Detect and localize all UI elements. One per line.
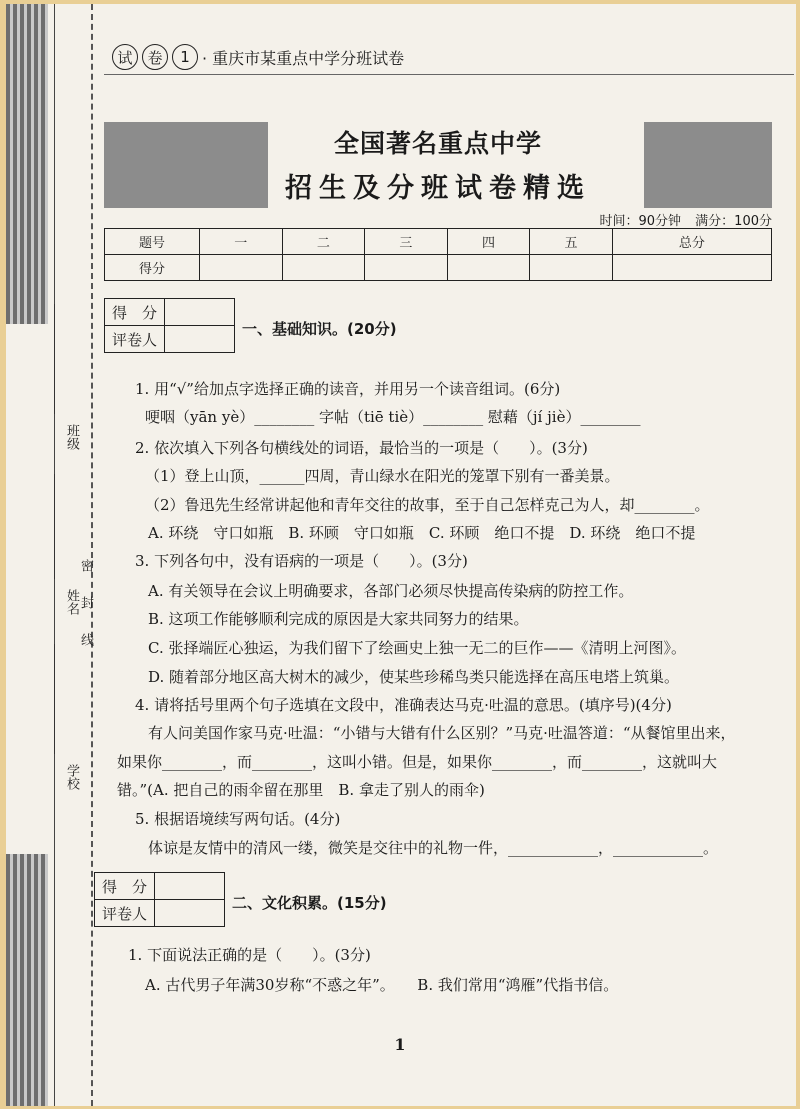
question-line: D. 随着部分地区高大树木的减少，使某些珍稀鸟类只能选择在高压电塔上筑巢。 [148, 668, 680, 686]
banner-title-line1: 全国著名重点中学 [333, 129, 542, 158]
question-line: 1. 用“√”给加点字选择正确的读音，并用另一个读音组词。(6分) [135, 380, 561, 398]
score-header-cell: 四 [447, 229, 530, 255]
name-blank [54, 474, 55, 579]
question-line: 2. 依次填入下列各句横线处的词语，最恰当的一项是（ ）。(3分) [135, 439, 588, 457]
question-line: C. 张择端匠心独运，为我们留下了绘画史上独一无二的巨作——《清明上河图》。 [148, 639, 686, 657]
score-table-score-row [105, 255, 772, 281]
grader-name-cell[interactable] [165, 326, 235, 353]
series-number: 1 [172, 44, 198, 70]
question-line: 5. 根据语境续写两句话。(4分) [135, 810, 341, 828]
series-title: · 重庆市某重点中学分班试卷 [202, 48, 405, 68]
question-line: B. 这项工作能够顺利完成的原因是大家共同努力的结果。 [148, 610, 529, 628]
score-header-cell: 三 [365, 229, 448, 255]
score-header-cell: 一 [200, 229, 283, 255]
title-banner [104, 122, 772, 208]
binding-sidebar [6, 4, 102, 1106]
score-cell[interactable] [282, 255, 365, 281]
question-line: A. 环绕 守口如瓶 B. 环顾 守口如瓶 C. 环顾 绝口不提 D. 环绕 绝口不提 [148, 524, 696, 542]
exam-time: 时间：90分钟 [599, 214, 682, 229]
score-row-label: 得分 [105, 255, 200, 281]
question-line: 哽咽（yān yè）________ 字帖（tiē tiè）________ 慰藉（jí jiè）________ [145, 408, 641, 426]
sidebar-stripe-bottom [6, 854, 48, 1106]
school-label: 学校 [64, 764, 79, 790]
question-line: （2）鲁迅先生经常讲起他和青年交往的故事，至于自己怎样克己为人，却________。 [145, 496, 710, 514]
score-table-header-row [105, 229, 772, 255]
grader-score-label: 得 分 [105, 299, 165, 326]
series-char-2: 卷 [142, 44, 168, 70]
name-label: 姓名 [64, 589, 79, 615]
question-line: 4. 请将括号里两个句子选填在文段中，准确表达马克·吐温的意思。(填序号)(4分) [135, 696, 672, 714]
grader-name-label: 评卷人 [105, 326, 165, 353]
question-line: 体谅是友情中的清风一缕，微笑是交往中的礼物一件，____________，____________。 [148, 839, 719, 857]
grader-name-label: 评卷人 [95, 900, 155, 927]
section1-title: 一、基础知识。(20分) [242, 320, 397, 338]
question-line: A. 古代男子年满30岁称“不惑之年”。 B. 我们常用“鸿雁”代指书信。 [145, 976, 619, 994]
question-line: 3. 下列各句中，没有语病的一项是（ ）。(3分) [135, 552, 468, 570]
score-header-cell: 二 [282, 229, 365, 255]
sidebar-stripe-top [6, 4, 48, 324]
grader-box-section1 [104, 298, 235, 353]
class-label: 班级 [64, 424, 79, 450]
header-divider [104, 74, 794, 75]
class-blank [54, 304, 55, 414]
score-cell[interactable] [365, 255, 448, 281]
school-blank [54, 644, 55, 754]
exam-series-header [112, 44, 404, 70]
score-cell[interactable] [612, 255, 771, 281]
question-line: 1. 下面说法正确的是（ ）。(3分) [128, 946, 371, 964]
question-line: （1）登上山顶，______四周，青山绿水在阳光的笼罩下别有一番美景。 [145, 467, 620, 485]
score-header-cell: 题号 [105, 229, 200, 255]
score-header-cell: 总分 [612, 229, 771, 255]
score-table [104, 228, 772, 281]
banner-title-line2: 招生及分班试卷精选 [285, 173, 591, 204]
grader-name-cell[interactable] [155, 900, 225, 927]
section2-title: 二、文化积累。(15分) [232, 894, 387, 912]
page-number: 1 [394, 1035, 406, 1054]
exam-full-score: 满分：100分 [695, 214, 772, 229]
seal-line-text: 密 封 线 [78, 559, 93, 657]
question-line: A. 有关领导在会议上明确要求，各部门必须尽快提高传染病的防控工作。 [148, 582, 634, 600]
score-cell[interactable] [447, 255, 530, 281]
score-cell[interactable] [530, 255, 613, 281]
question-line: 有人问美国作家马克·吐温：“小错与大错有什么区别？”马克·吐温答道：“从餐馆里出来， [148, 724, 736, 742]
score-cell[interactable] [200, 255, 283, 281]
seal-dashed-line [91, 4, 93, 1106]
question-line: 错。”(A. 把自己的雨伞留在那里 B. 拿走了别人的雨伞) [117, 781, 485, 799]
exam-meta [589, 210, 772, 229]
grader-score-label: 得 分 [95, 873, 155, 900]
grader-score-cell[interactable] [155, 873, 225, 900]
grader-box-section2 [94, 872, 225, 927]
score-header-cell: 五 [530, 229, 613, 255]
grader-score-cell[interactable] [165, 299, 235, 326]
series-char-1: 试 [112, 44, 138, 70]
question-line: 如果你________，而________，这叫小错。但是，如果你________，而________，这就叫大 [117, 753, 718, 771]
